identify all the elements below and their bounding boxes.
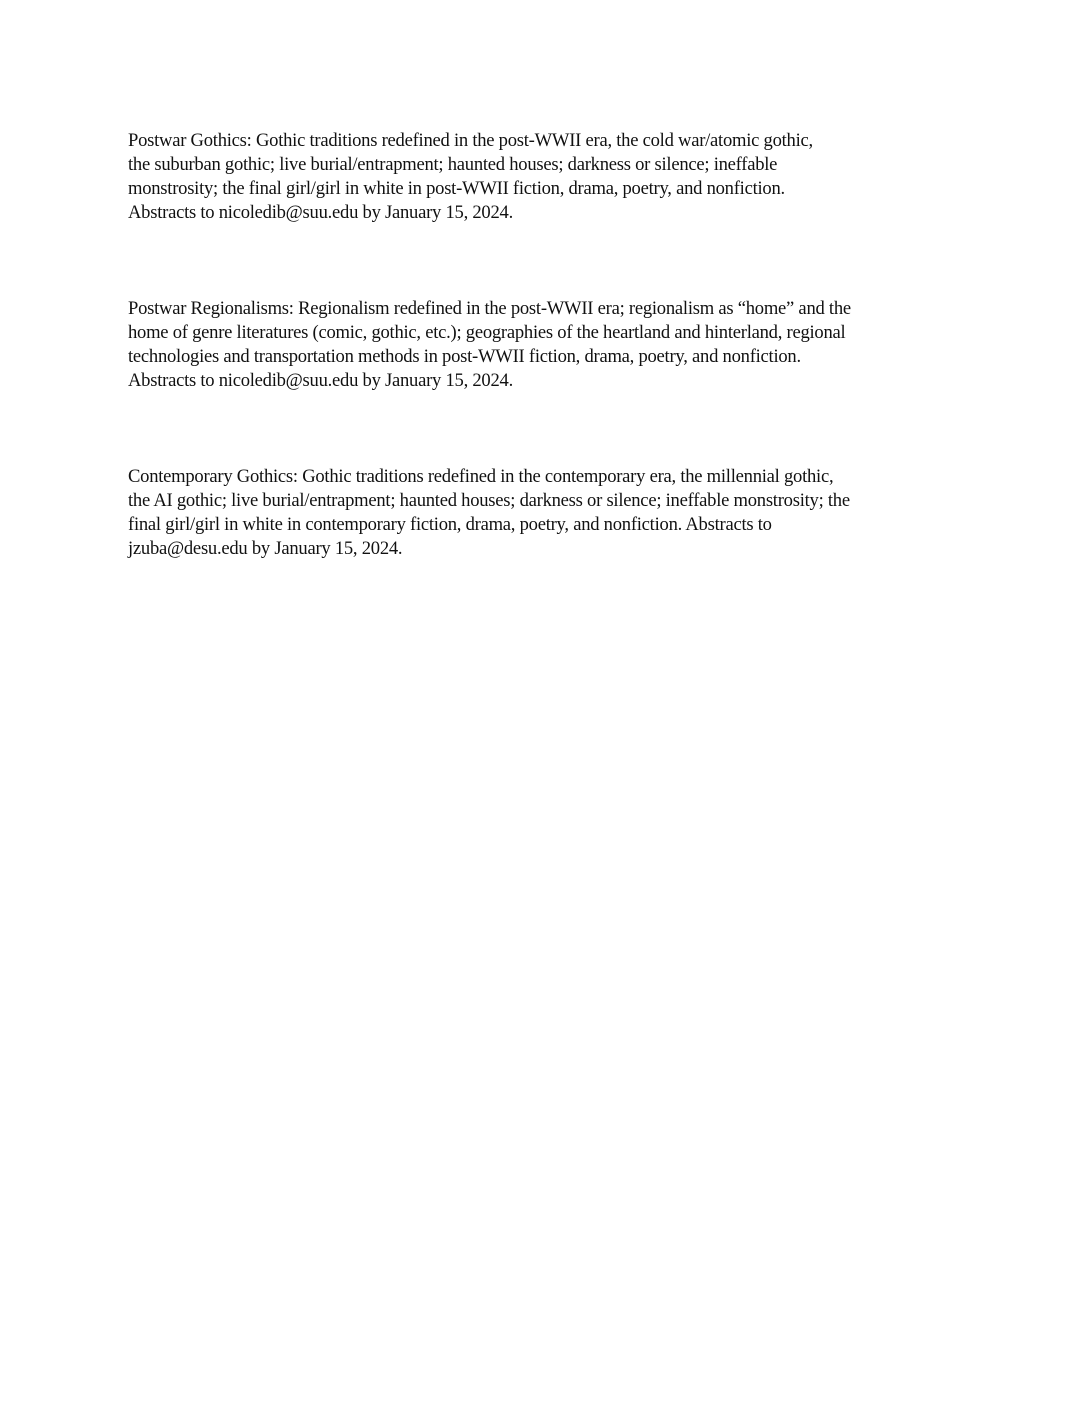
text-line: Abstracts to nicoledib@suu.edu by January 15, 2024. [128,202,513,223]
text-line: Contemporary Gothics: Gothic traditions redefined in the contemporary era, the millennial gothic, [128,466,834,487]
paragraph-contemporary-gothics [128,465,850,561]
text-line: Postwar Gothics: Gothic traditions redefined in the post-WWII era, the cold war/atomic gothic, [128,130,813,151]
paragraph-postwar-gothics [128,129,813,225]
text-line: final girl/girl in white in contemporary fiction, drama, poetry, and nonfiction. Abstracts to [128,514,772,535]
text-line: Postwar Regionalisms: Regionalism redefined in the post-WWII era; regionalism as “home” and the [128,298,851,319]
text-line: technologies and transportation methods in post-WWII fiction, drama, poetry, and nonfiction. [128,346,801,367]
text-line: Abstracts to nicoledib@suu.edu by January 15, 2024. [128,370,513,391]
text-line: home of genre literatures (comic, gothic, etc.); geographies of the heartland and hinterland, regional [128,322,846,343]
text-line: monstrosity; the final girl/girl in white in post-WWII fiction, drama, poetry, and nonfiction. [128,178,785,199]
paragraph-postwar-regionalisms [128,297,851,393]
text-line: the suburban gothic; live burial/entrapment; haunted houses; darkness or silence; ineffable [128,154,778,175]
text-line: the AI gothic; live burial/entrapment; haunted houses; darkness or silence; ineffable monstrosity; the [128,490,850,511]
text-line: jzuba@desu.edu by January 15, 2024. [128,538,403,559]
